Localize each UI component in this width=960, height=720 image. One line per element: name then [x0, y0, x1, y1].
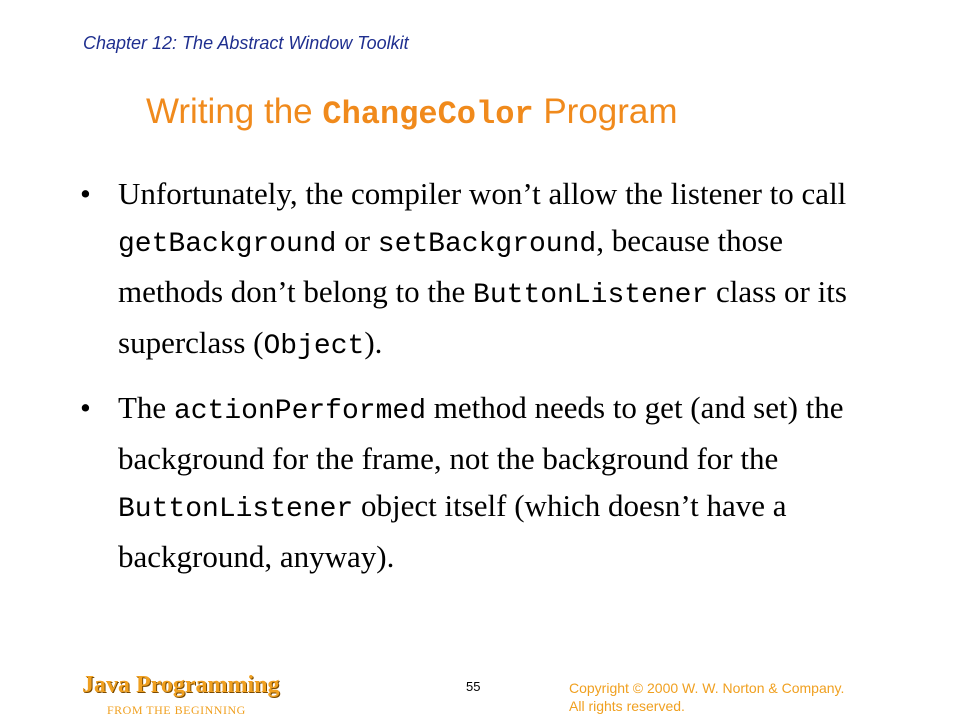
title-suffix: Program [533, 92, 678, 131]
code-text: setBackground [377, 229, 597, 260]
bullet-text: object itself (which doesn’t have a background, anyway). [118, 488, 787, 574]
code-text: ButtonListener [118, 494, 354, 525]
bullet-text: The [118, 390, 174, 425]
slide-title [146, 92, 678, 133]
copyright-line-1: Copyright © 2000 W. W. Norton & Company. [569, 680, 845, 696]
copyright-line-2: All rights reserved. [569, 698, 685, 714]
bullet-text: , because those methods don’t belong to the [118, 223, 783, 309]
bullet-item-2 [80, 384, 880, 580]
bullet-text: Unfortunately, the compiler won’t allow the listener to call [118, 176, 847, 211]
bullet-dot: • [80, 176, 91, 211]
bullet-text: method needs to get (and set) the background for the frame, not the background for the [118, 390, 844, 476]
title-prefix: Writing the [146, 92, 323, 131]
footer-subtitle: FROM THE BEGINNING [107, 703, 246, 717]
footer-brand: Java Programming [82, 672, 280, 698]
chapter-header: Chapter 12: The Abstract Window Toolkit [83, 33, 409, 53]
bullet-text: class or its superclass ( [118, 274, 847, 360]
code-text: getBackground [118, 229, 337, 260]
copyright-notice [569, 679, 929, 715]
code-text: actionPerformed [173, 396, 426, 427]
title-code: ChangeColor [322, 96, 534, 133]
bullet-dot: • [80, 390, 91, 425]
code-text: Object [263, 331, 365, 362]
code-text: ButtonListener [473, 280, 709, 311]
page-number: 55 [466, 679, 481, 694]
bullet-text: ). [364, 325, 383, 360]
bullet-item-1 [80, 170, 880, 370]
bullet-text: or [336, 223, 378, 258]
bullet-list [80, 170, 880, 594]
